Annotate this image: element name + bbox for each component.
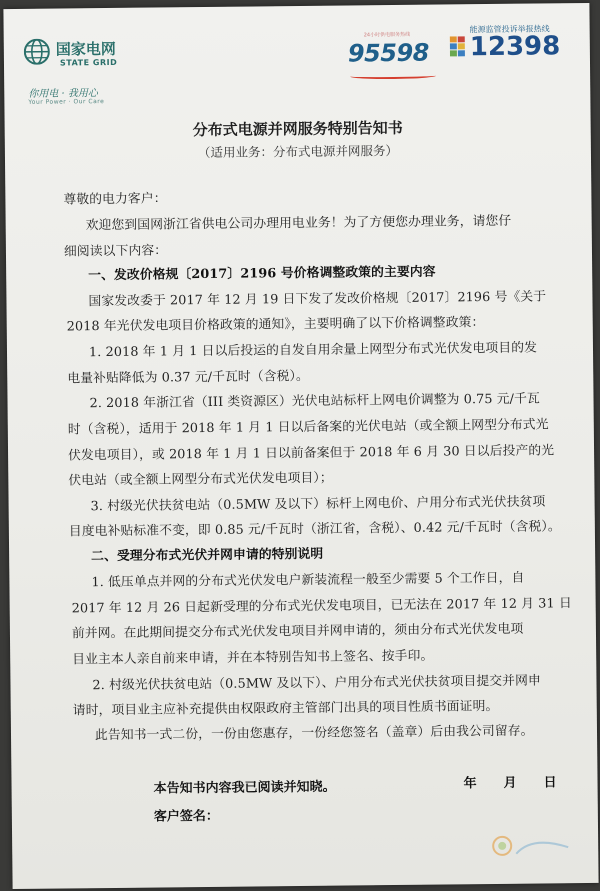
watermark-logo-icon [482,825,572,866]
paragraph-line: 目业主本人亲自前来申请，并在本特别告知书上签名、按手印。 [72,648,434,668]
paragraph-line: 欢迎您到国网浙江省供电公司办理用电业务！为了方便您办理业务，请您仔 [85,213,512,234]
paragraph-line: 2017 年 12 月 26 日起新受理的分布式光伏发电项目，已无法在 2017 年 12 月 31 日 [71,596,572,617]
date-year-label: 年 [463,776,477,792]
acknowledgement-text: 本告知书内容我已阅读并知晓。 [153,779,336,797]
closing-line: 此告知书一式二份，一份由您惠存，一份经您签名（盖章）后由我公司留存。 [94,723,534,744]
paragraph-line: 2. 村级光伏扶贫电站（0.5MW 及以下）、户用分布式光伏扶贫项目提交并网申 [92,673,541,694]
paragraph-line: 伏电站（或全额上网型分布式光伏发电项目）； [68,470,333,489]
salutation: 尊敬的电力客户： [63,191,167,208]
paragraph-line: 国家发改委于 2017 年 12 月 19 日下发了发改价格规〔2017〕2196 号《关于 [88,289,547,310]
document-title: 分布式电源并网服务特别告知书 [192,118,403,140]
paragraph-line: 1. 2018 年 1 月 1 日以后投运的自发自用余量上网型分布式光伏发电项目的发 [88,340,538,361]
paragraph-line: 时（含税），适用于 2018 年 1 月 1 日以后备案的光伏电站（或全额上网型分布式光 [67,417,549,438]
paragraph-line: 2018 年光伏发电项目价格政策的通知》，主要明确了以下价格调整政策： [66,315,485,335]
section-heading-1: 一、发改价格规〔2017〕2196 号价格调整政策的主要内容 [88,264,436,284]
document-subtitle: （适用业务：分布式电源并网服务） [197,142,398,161]
customer-signature-label: 客户签名： [153,808,219,825]
date-month-label: 月 [503,775,517,791]
paragraph-line: 请时，项目业主应补充提供由权限政府主管部门出具的项目性质书面证明。 [72,698,499,719]
state-grid-logo [24,35,165,116]
regulator-caption: 能源监管投诉举报热线 [469,24,550,35]
paragraph-line: 3. 村级光伏扶贫电站（0.5MW 及以下）标杆上网电价、户用分布式光伏扶贫项 [90,494,546,515]
hotline-caption: 24小时供电服务热线 [363,31,411,39]
state-grid-globe-icon [24,39,50,65]
paragraph-line: 前并网。在此期间提交分布式光伏发电项目并网申请的，须由分布式光伏发电项 [71,621,524,642]
logo-english-name: STATE GRID [59,57,118,68]
regulator-number: 12398 [469,31,561,63]
paragraph-line: 伏发电项目），或 2018 年 1 月 1 日以前备案但于 2018 年 6 月 30 日以后投产的光 [68,443,555,464]
hotline-swoosh [350,73,436,80]
paragraph-line: 1. 低压单点并网的分布式光伏发电户新装流程一般至少需要 5 个工作日，自 [91,570,525,591]
regulator-hotline [450,21,571,72]
paragraph-line: 2. 2018 年浙江省（III 类资源区）光伏电站标杆上网电价调整为 0.75 元/千瓦 [89,391,540,412]
logo-slogan: 你用电 · 我用心 [28,88,98,100]
notice-sheet [3,3,598,889]
paragraph-line: 细阅读以下内容： [63,243,168,260]
logo-slogan-english: Your Power · Our Care [28,98,105,106]
section-heading-2: 二、受理分布式光伏并网申请的特别说明 [91,546,324,565]
date-day-label: 日 [543,775,557,791]
paragraph-line: 目度电补贴标准不变，即 0.85 元/千瓦时（浙江省，含税）、0.42 元/千瓦时（含税）。 [68,519,561,540]
logo-chinese-name: 国家电网 [55,39,116,59]
service-hotline [348,28,453,85]
regulator-tile-icon [450,36,466,58]
paragraph-line: 电量补贴降低为 0.37 元/千瓦时（含税）。 [67,368,309,387]
hotline-number: 95598 [347,38,430,68]
